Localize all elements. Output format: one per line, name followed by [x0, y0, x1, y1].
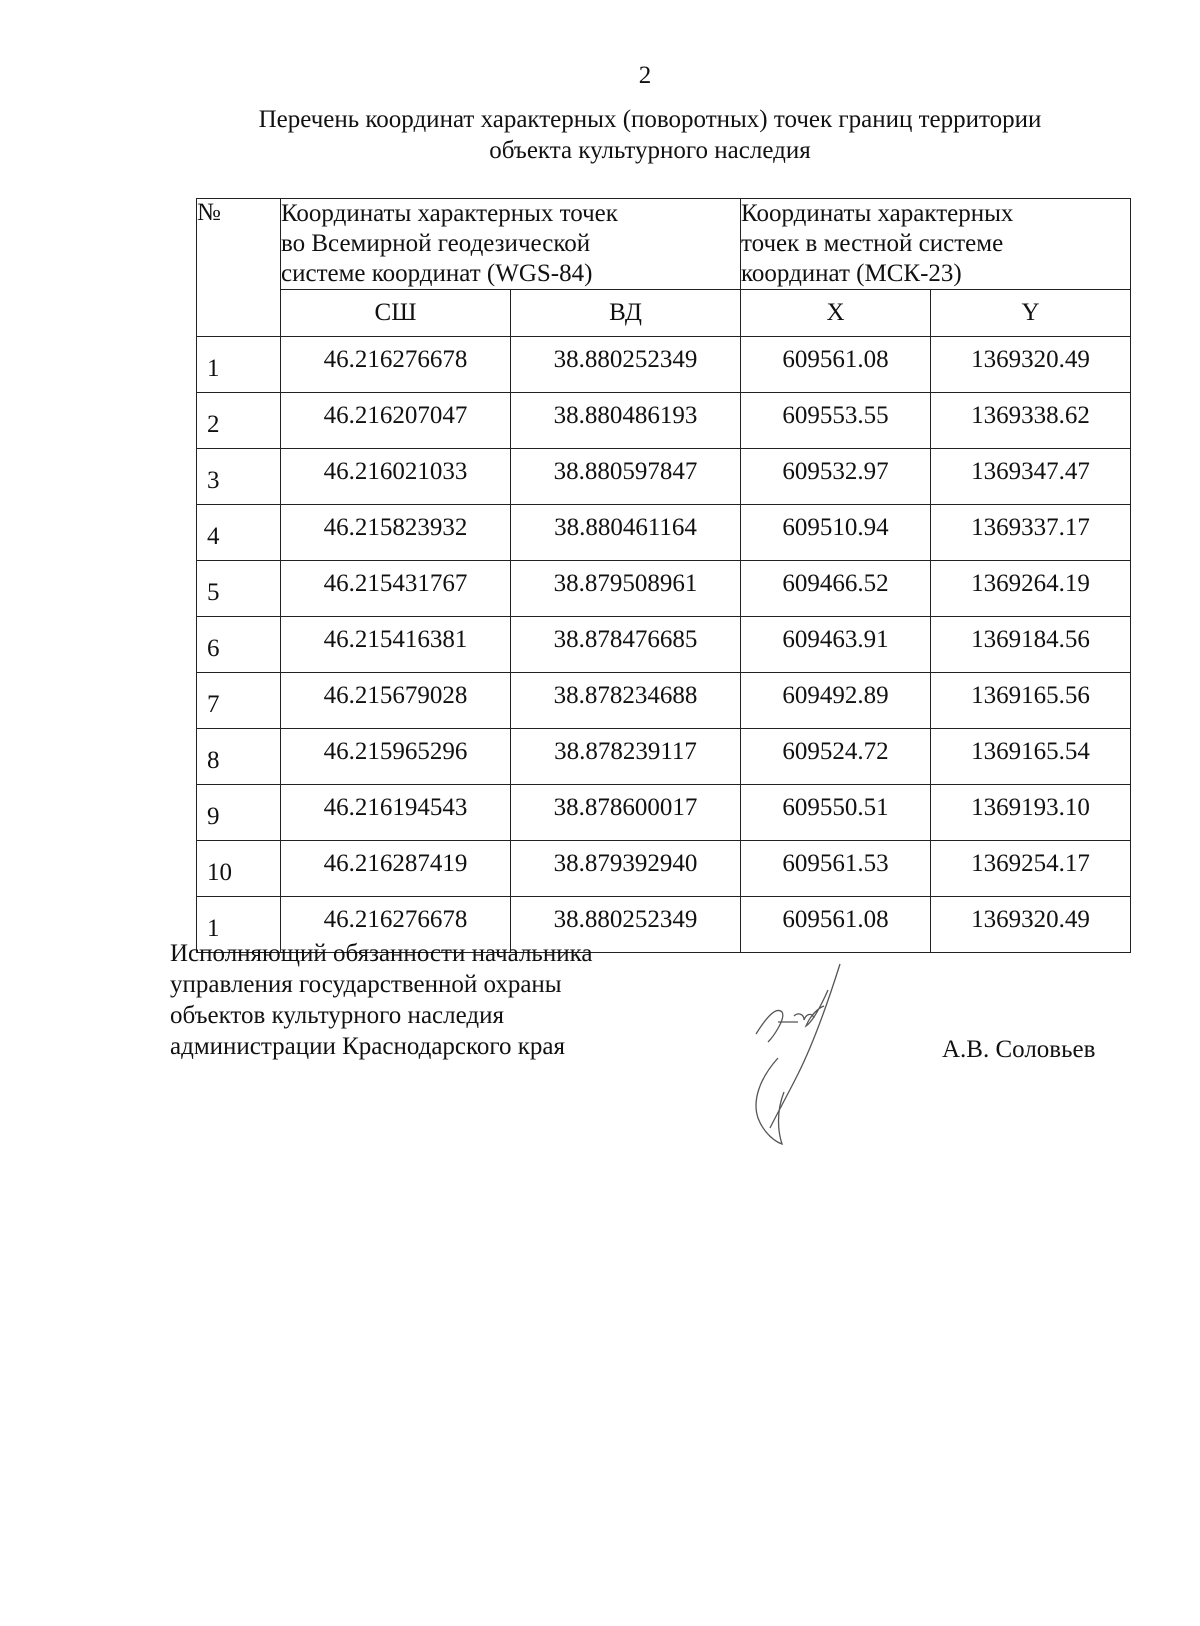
y-cell: 1369347.47 — [931, 449, 1131, 505]
latitude-cell: 46.215965296 — [281, 729, 511, 785]
latitude-cell: 46.216287419 — [281, 841, 511, 897]
table-row — [197, 393, 1131, 449]
longitude-cell: 38.880252349 — [511, 897, 741, 953]
x-cell: 609524.72 — [741, 729, 931, 785]
header-x: X — [741, 290, 931, 337]
longitude-cell: 38.880486193 — [511, 393, 741, 449]
longitude-cell: 38.880597847 — [511, 449, 741, 505]
table-row — [197, 449, 1131, 505]
title-line-1: Перечень координат характерных (поворотных) точек границ территории — [258, 106, 1042, 133]
page-number: 2 — [638, 62, 652, 89]
header-row-sub — [197, 290, 1131, 337]
signatory-name: А.В. Соловьев — [942, 1036, 1096, 1063]
table-row — [197, 673, 1131, 729]
y-cell: 1369193.10 — [931, 785, 1131, 841]
x-cell: 609463.91 — [741, 617, 931, 673]
point-number-cell: 5 — [197, 561, 281, 617]
header-longitude: ВД — [511, 290, 741, 337]
x-cell: 609492.89 — [741, 673, 931, 729]
document-title — [160, 104, 1140, 166]
header-row-main — [197, 199, 1131, 290]
point-number-cell: 10 — [197, 841, 281, 897]
latitude-cell: 46.215416381 — [281, 617, 511, 673]
signer-line: управления государственной охраны — [170, 971, 562, 998]
table-row — [197, 617, 1131, 673]
y-cell: 1369338.62 — [931, 393, 1131, 449]
signer-line: объектов культурного наследия — [170, 1002, 504, 1029]
latitude-cell: 46.216276678 — [281, 337, 511, 393]
table-body — [197, 337, 1131, 953]
point-number-cell: 7 — [197, 673, 281, 729]
header-wgs84-line: Координаты характерных точек — [281, 200, 618, 227]
longitude-cell: 38.878600017 — [511, 785, 741, 841]
y-cell: 1369320.49 — [931, 897, 1131, 953]
x-cell: 609510.94 — [741, 505, 931, 561]
point-number-cell: 1 — [197, 337, 281, 393]
header-msk23-line: Координаты характерных — [741, 200, 1014, 227]
header-wgs84-line: во Всемирной геодезической — [281, 230, 591, 257]
header-msk23-line: координат (МСК-23) — [741, 260, 962, 287]
latitude-cell: 46.215679028 — [281, 673, 511, 729]
x-cell: 609550.51 — [741, 785, 931, 841]
y-cell: 1369165.56 — [931, 673, 1131, 729]
longitude-cell: 38.880252349 — [511, 337, 741, 393]
latitude-cell: 46.215431767 — [281, 561, 511, 617]
longitude-cell: 38.880461164 — [511, 505, 741, 561]
y-cell: 1369184.56 — [931, 617, 1131, 673]
x-cell: 609532.97 — [741, 449, 931, 505]
signer-line: администрации Краснодарского края — [170, 1033, 566, 1060]
header-wgs84 — [281, 199, 741, 290]
longitude-cell: 38.878476685 — [511, 617, 741, 673]
latitude-cell: 46.216194543 — [281, 785, 511, 841]
header-y: Y — [931, 290, 1131, 337]
longitude-cell: 38.878239117 — [511, 729, 741, 785]
table-row — [197, 505, 1131, 561]
coordinates-table — [196, 198, 1131, 953]
y-cell: 1369264.19 — [931, 561, 1131, 617]
handwritten-signature-icon — [748, 962, 878, 1147]
header-wgs84-line: системе координат (WGS-84) — [281, 260, 593, 287]
header-number: № — [197, 199, 281, 337]
y-cell: 1369320.49 — [931, 337, 1131, 393]
latitude-cell: 46.215823932 — [281, 505, 511, 561]
point-number-cell: 6 — [197, 617, 281, 673]
point-number-cell: 1 — [197, 897, 281, 953]
table-row — [197, 337, 1131, 393]
latitude-cell: 46.216276678 — [281, 897, 511, 953]
point-number-cell: 3 — [197, 449, 281, 505]
latitude-cell: 46.216207047 — [281, 393, 511, 449]
header-msk23-line: точек в местной системе — [741, 230, 1004, 257]
table-row — [197, 729, 1131, 785]
point-number-cell: 4 — [197, 505, 281, 561]
longitude-cell: 38.879508961 — [511, 561, 741, 617]
longitude-cell: 38.879392940 — [511, 841, 741, 897]
y-cell: 1369337.17 — [931, 505, 1131, 561]
x-cell: 609553.55 — [741, 393, 931, 449]
signer-position — [170, 938, 592, 1062]
point-number-cell: 8 — [197, 729, 281, 785]
longitude-cell: 38.878234688 — [511, 673, 741, 729]
title-line-2: объекта культурного наследия — [489, 137, 811, 164]
latitude-cell: 46.216021033 — [281, 449, 511, 505]
point-number-cell: 9 — [197, 785, 281, 841]
table-row — [197, 561, 1131, 617]
table-row — [197, 785, 1131, 841]
point-number-cell: 2 — [197, 393, 281, 449]
x-cell: 609561.08 — [741, 897, 931, 953]
y-cell: 1369254.17 — [931, 841, 1131, 897]
x-cell: 609466.52 — [741, 561, 931, 617]
signer-line: Исполняющий обязанности начальника — [170, 940, 593, 967]
table-row — [197, 841, 1131, 897]
x-cell: 609561.08 — [741, 337, 931, 393]
header-latitude: СШ — [281, 290, 511, 337]
y-cell: 1369165.54 — [931, 729, 1131, 785]
x-cell: 609561.53 — [741, 841, 931, 897]
header-msk23 — [741, 199, 1131, 290]
